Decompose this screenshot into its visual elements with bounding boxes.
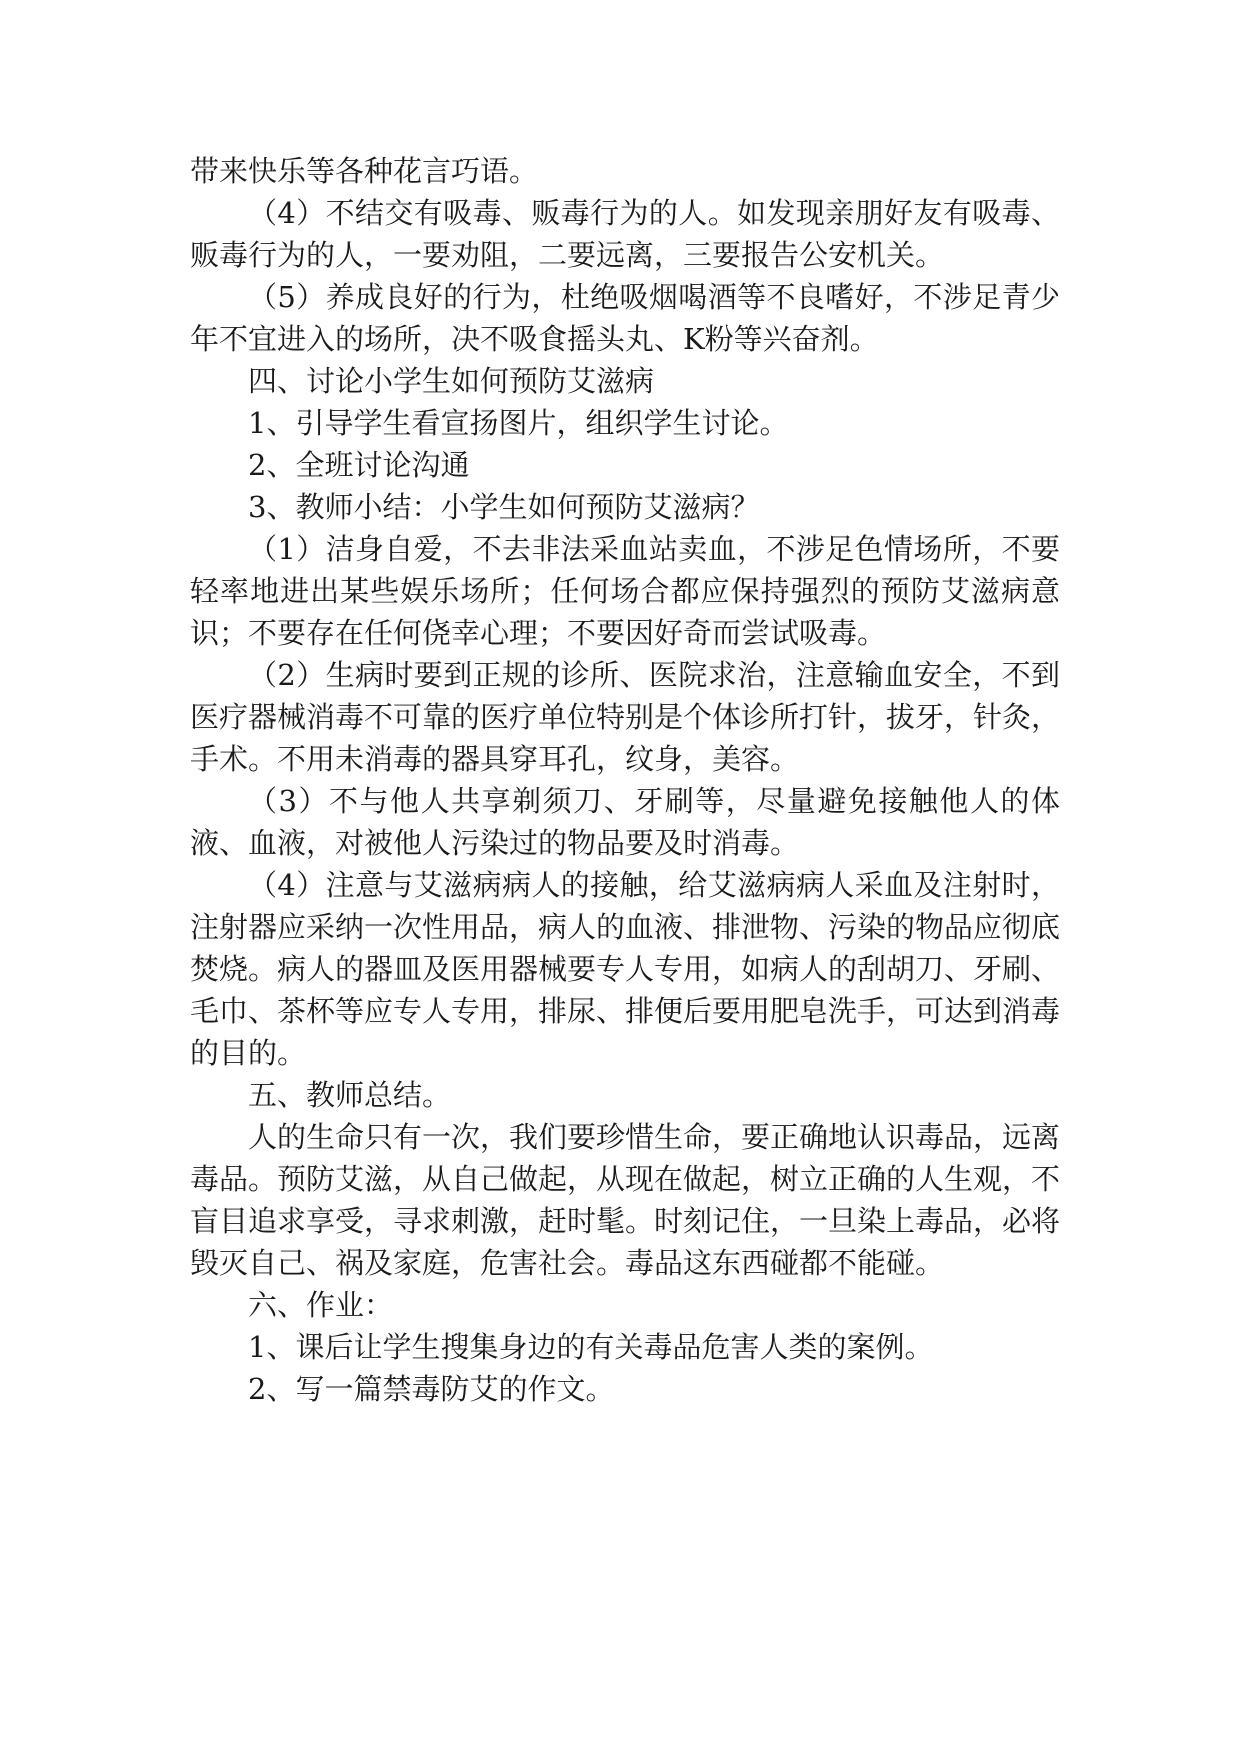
paragraph-item-4: （4）不结交有吸毒、贩毒行为的人。如发现亲朋好友有吸毒、贩毒行为的人，一要劝阻，二要远离，三要报告公安机关。 — [190, 196, 1060, 272]
document-body — [190, 150, 1060, 1410]
paragraph-sub-3: （3）不与他人共享剃须刀、牙刷等，尽量避免接触他人的体液、血液，对被他人污染过的物品要及时消毒。 — [190, 784, 1060, 860]
paragraph-item-5: （5）养成良好的行为，杜绝吸烟喝酒等不良嗜好，不涉足青少年不宜进入的场所，决不吸食摇头丸、K粉等兴奋剂。 — [190, 280, 1060, 356]
paragraph-continuation: 带来快乐等各种花言巧语。 — [190, 154, 539, 188]
section-heading-6: 六、作业： — [248, 1288, 394, 1322]
section-heading-5: 五、教师总结。 — [248, 1078, 452, 1112]
homework-item-1: 1、课后让学生搜集身边的有关毒品危害人类的案例。 — [248, 1330, 934, 1364]
list-item-1: 1、引导学生看宣扬图片，组织学生讨论。 — [248, 406, 789, 440]
homework-item-2: 2、写一篇禁毒防艾的作文。 — [248, 1372, 615, 1406]
paragraph-sub-2: （2）生病时要到正规的诊所、医院求治，注意输血安全，不到医疗器械消毒不可靠的医疗单位特别是个体诊所打针，拔牙，针灸，手术。不用未消毒的器具穿耳孔，纹身，美容。 — [190, 658, 1061, 776]
paragraph-sub-4: （4）注意与艾滋病病人的接触，给艾滋病病人采血及注射时，注射器应采纳一次性用品，病人的血液、排泄物、污染的物品应彻底焚烧。病人的器皿及医用器械要专人专用，如病人的刮胡刀、牙刷、毛巾、茶杯等应专人专用，排尿、排便后要用肥皂洗手，可达到消毒的目的。 — [190, 868, 1061, 1070]
paragraph-sub-1: （1）洁身自爱，不去非法采血站卖血，不涉足色情场所，不要轻率地进出某些娱乐场所；任何场合都应保持强烈的预防艾滋病意识；不要存在任何侥幸心理；不要因好奇而尝试吸毒。 — [190, 532, 1060, 650]
list-item-2: 2、全班讨论沟通 — [248, 448, 470, 482]
section-heading-4: 四、讨论小学生如何预防艾滋病 — [248, 364, 655, 398]
paragraph-summary: 人的生命只有一次，我们要珍惜生命，要正确地认识毒品，远离毒品。预防艾滋，从自己做起，从现在做起，树立正确的人生观，不盲目追求享受，寻求刺激，赶时髦。时刻记住，一旦染上毒品，必将毁灭自己、祸及家庭，危害社会。毒品这东西碰都不能碰。 — [190, 1120, 1061, 1280]
list-item-3: 3、教师小结：小学生如何预防艾滋病？ — [248, 490, 760, 524]
